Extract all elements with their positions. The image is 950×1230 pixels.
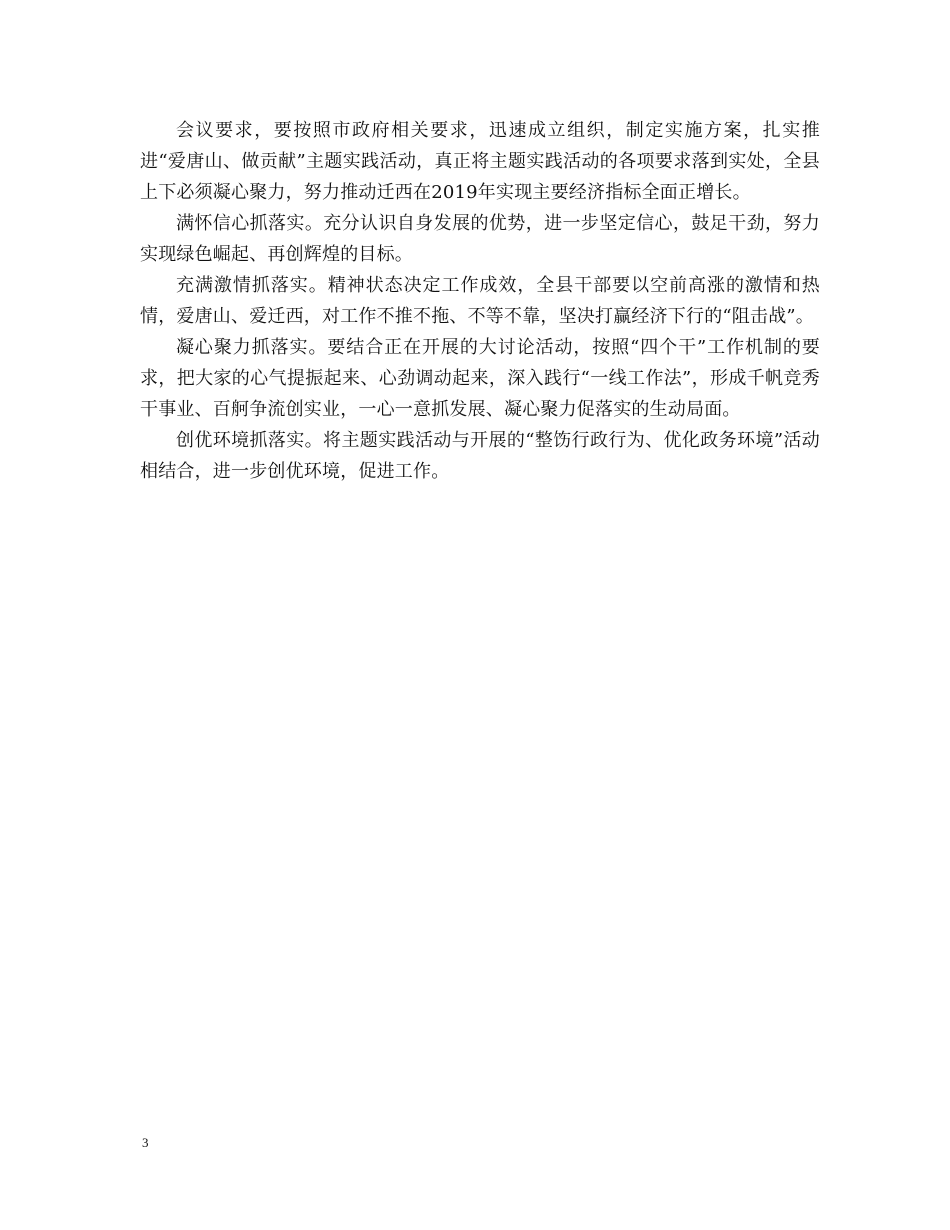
paragraph-environment: 创优环境抓落实。将主题实践活动与开展的“整饬行政行为、优化政务环境”活动相结合，进一步创优环境，促进工作。 [140,430,820,482]
page-number: 3 [142,1135,149,1150]
paragraph-unity: 凝心聚力抓落实。要结合正在开展的大讨论活动，按照“四个干”工作机制的要求，把大家的心气提振起来、心劲调动起来，深入践行“一线工作法”，形成千帆竞秀干事业、百舸争流创实业，一心一意抓发展、凝心聚力促落实的生动局面。 [140,337,820,420]
paragraph-confidence: 满怀信心抓落实。充分认识自身发展的优势，进一步坚定信心，鼓足干劲，努力实现绿色崛起、再创辉煌的目标。 [140,213,820,265]
paragraph-meeting-requirements: 会议要求，要按照市政府相关要求，迅速成立组织，制定实施方案，扎实推进“爱唐山、做贡献”主题实践活动，真正将主题实践活动的各项要求落到实处，全县上下必须凝心聚力，努力推动迁西在2019年实现主要经济指标全面正增长。 [140,120,820,203]
paragraph-passion: 充满激情抓落实。精神状态决定工作成效，全县干部要以空前高涨的激情和热情，爱唐山、爱迁西，对工作不推不拖、不等不靠，坚决打赢经济下行的“阻击战”。 [140,275,820,327]
document-body [140,115,820,487]
